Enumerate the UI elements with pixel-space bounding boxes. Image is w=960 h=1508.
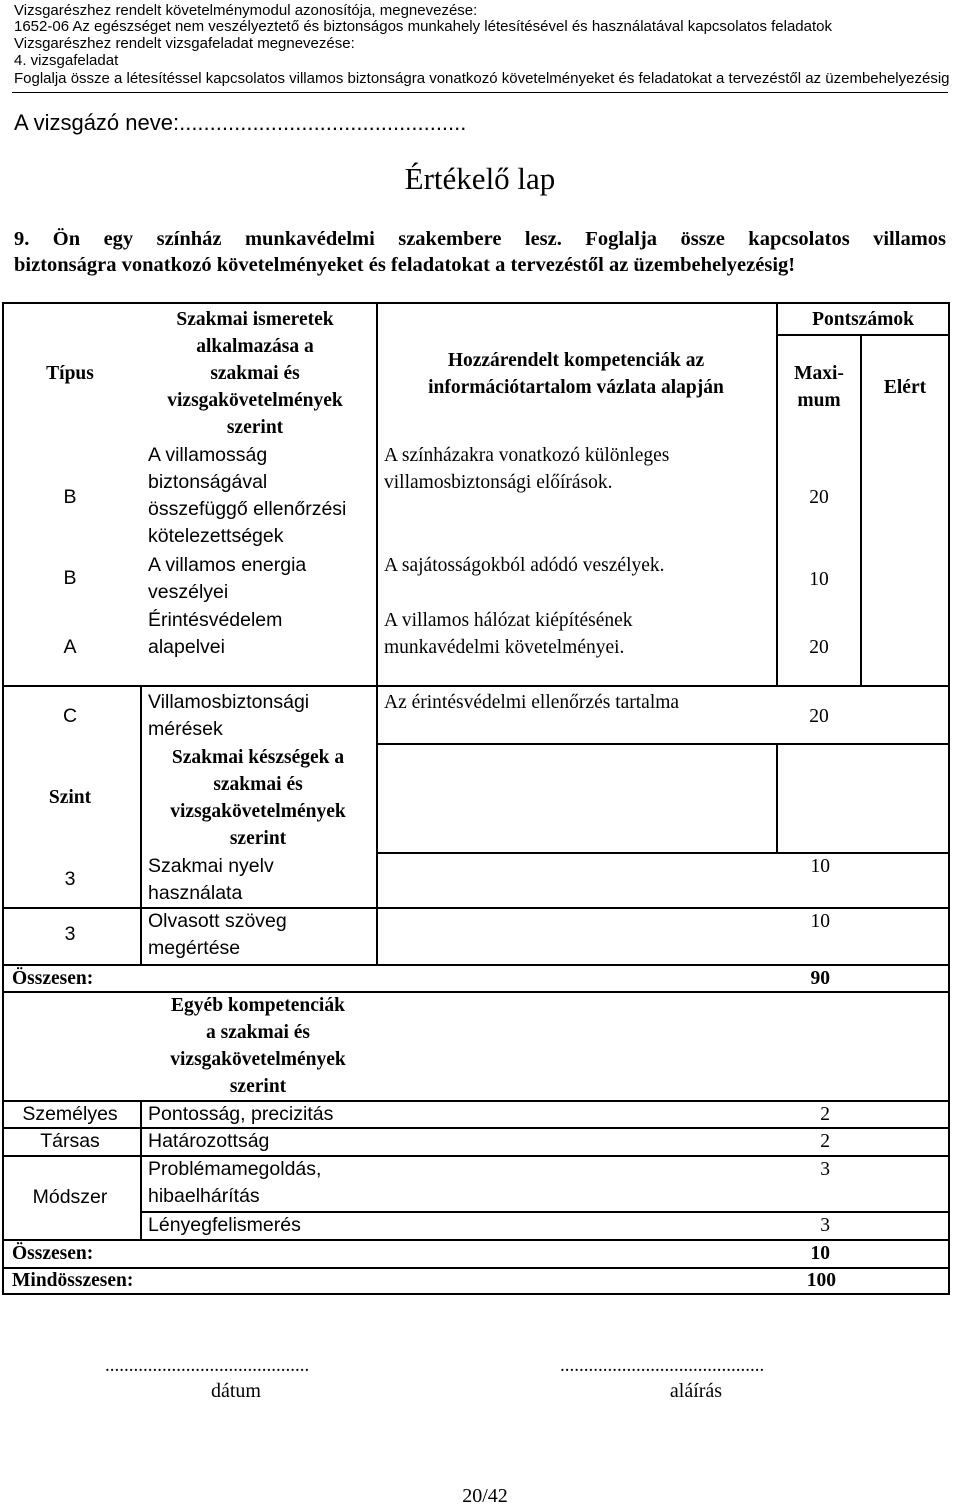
type-cell: B <box>63 486 77 508</box>
competence-text: Az érintésvédelmi ellenőrzés tartalma <box>384 692 680 713</box>
subtotal-value: 10 <box>810 1243 830 1264</box>
topic-text: Olvasott szöveg <box>148 910 287 932</box>
max-points-cell: 20 <box>809 706 829 727</box>
topic-cell: Pontosság, precizitás <box>148 1103 334 1125</box>
signature-label: aláírás <box>669 1380 723 1402</box>
subtotal-label: Összesen: <box>12 968 94 989</box>
header-text: szerint <box>229 828 287 849</box>
max-points-cell: 3 <box>820 1215 830 1236</box>
header-text: szerint <box>229 1076 287 1097</box>
table-top-border <box>2 302 950 304</box>
category-cell: Személyes <box>22 1103 118 1125</box>
column-header-achieved: Elért <box>883 377 927 398</box>
topic-text: megértése <box>148 937 241 959</box>
column-header-points: Pontszámok <box>812 309 914 330</box>
max-points-cell: 2 <box>820 1131 830 1152</box>
header-text: vizsgakövetelmények <box>170 1049 346 1070</box>
header-text: Egyéb kompetenciák <box>171 995 345 1016</box>
table-right-border <box>948 302 950 1295</box>
topic-cell <box>148 442 346 550</box>
header-module-label: Vizsgarészhez rendelt követelménymodul azonosítója, megnevezése: <box>14 2 478 19</box>
topic-text: Problémamegoldás, <box>148 1158 322 1180</box>
header-text: a szakmai és <box>206 1022 310 1043</box>
topic-text: mérések <box>148 718 223 740</box>
competence-text: munkavédelmi követelményei. <box>384 637 625 658</box>
competence-cell <box>384 442 669 496</box>
task-line-2: biztonságra vonatkozó követelményeket és feladatokat a tervezéstől az üzembehelyezésig! <box>14 254 796 276</box>
other-column-divider <box>140 1100 142 1239</box>
header-text: Szakmai készségek a <box>171 747 345 768</box>
topic-text: használata <box>148 882 243 904</box>
competence-text: A sajátosságokból adódó veszélyek. <box>384 555 665 576</box>
header-text: Hozzárendelt kompetenciák az <box>447 350 705 371</box>
page-number: 20/42 <box>462 1485 508 1507</box>
topic-text: A villamos energia <box>148 554 307 576</box>
topic-cell: Lényegfelismerés <box>148 1214 301 1236</box>
header-text: szakmai és <box>210 363 300 384</box>
column-header-knowledge <box>140 306 370 441</box>
header-text: vizsgakövetelmények <box>170 801 346 822</box>
grand-total-label: Mindösszesen: <box>12 1270 134 1291</box>
column-header-competence <box>380 347 772 401</box>
date-dots: ........................................... <box>105 1355 310 1376</box>
level-cell: 3 <box>64 868 76 890</box>
header-task-name: Foglalja össze a létesítéssel kapcsolatos villamos biztonságra vonatkozó követelményeket és feladatokat a tervezéstől az üzembehelyezésig <box>14 70 950 87</box>
header-text: szerint <box>226 417 284 438</box>
candidate-name-line: A vizsgázó neve:............................................... <box>14 110 467 135</box>
task-line-1: 9. Ön egy színház munkavédelmi szakembere lesz. Foglalja össze kapcsolatos villamos <box>14 228 946 250</box>
competence-text: A színházakra vonatkozó különleges <box>384 445 670 466</box>
subtotal-value: 90 <box>810 968 830 989</box>
header-text: vizsgakövetelmények <box>167 390 343 411</box>
competence-cell <box>384 689 679 716</box>
topic-text: Villamosbiztonsági <box>148 691 310 713</box>
max-points-cell: 20 <box>809 637 829 658</box>
topic-cell <box>148 552 306 606</box>
category-cell: Módszer <box>32 1186 108 1208</box>
topic-text: összefüggő ellenőrzési <box>148 498 347 520</box>
header-text: Szakmai ismeretek <box>176 309 334 330</box>
topic-text: alapelvei <box>148 636 225 658</box>
topic-text: A villamosság <box>148 444 268 466</box>
topic-text: veszélyei <box>148 581 229 603</box>
max-points-cell: 3 <box>820 1159 830 1180</box>
points-header-divider <box>776 334 950 336</box>
signature-dots: ........................................... <box>560 1355 765 1376</box>
topic-cell <box>148 853 274 907</box>
row-divider <box>376 743 948 745</box>
row-divider <box>376 852 948 854</box>
type-cell: C <box>62 705 78 727</box>
column-header-maximum <box>778 360 860 414</box>
topic-text: kötelezettségek <box>148 525 284 547</box>
column-divider <box>376 302 378 686</box>
max-points-cell: 10 <box>809 569 829 590</box>
header-module-name: 1652-06 Az egészséget nem veszélyeztető és biztonságos munkahely létesítésével és használatával kapcsolatos feladatok <box>14 18 832 35</box>
header-text: mum <box>797 390 841 411</box>
competence-cell <box>384 552 665 579</box>
date-label: dátum <box>211 1380 261 1402</box>
header-divider <box>12 92 948 93</box>
header-text: Maxi- <box>794 363 844 384</box>
type-cell: B <box>63 567 77 589</box>
competence-text: A villamos hálózat kiépítésének <box>384 610 633 631</box>
competence-text: villamosbiztonsági előírások. <box>384 472 613 493</box>
max-points-cell: 10 <box>810 856 830 877</box>
level-header: Szint <box>48 787 92 808</box>
skills-header <box>140 744 376 852</box>
topic-cell <box>148 607 282 661</box>
topic-text: hibaelhárítás <box>148 1185 260 1207</box>
subtotal-label: Összesen: <box>12 1243 94 1264</box>
topic-text: biztonságával <box>148 471 268 493</box>
grand-total-value: 100 <box>806 1270 836 1291</box>
topic-cell <box>148 689 309 743</box>
column-header-type: Típus <box>46 363 94 384</box>
header-task-label: Vizsgarészhez rendelt vizsgafeladat megnevezése: <box>14 35 355 52</box>
header-text: szakmai és <box>213 774 303 795</box>
type-cell: A <box>63 636 77 658</box>
knowledge-section-divider <box>2 685 950 687</box>
max-points-cell: 2 <box>820 1104 830 1125</box>
topic-text: Érintésvédelem <box>148 609 283 631</box>
competence-cell <box>384 607 633 661</box>
topic-cell <box>148 1156 321 1210</box>
page-title: Értékelő lap <box>404 161 556 196</box>
header-text: alkalmazása a <box>196 336 314 357</box>
topic-text: Szakmai nyelv <box>148 855 274 877</box>
topic-cell: Határozottság <box>148 1130 270 1152</box>
category-cell: Társas <box>40 1130 100 1152</box>
topic-cell <box>148 908 287 962</box>
header-text: információtartalom vázlata alapján <box>428 377 724 398</box>
header-task-number: 4. vizsgafeladat <box>14 52 119 69</box>
other-competences-header <box>140 992 376 1100</box>
level-cell: 3 <box>64 923 76 945</box>
max-points-cell: 10 <box>810 911 830 932</box>
lower-points-divider <box>776 743 778 852</box>
max-points-cell: 20 <box>809 487 829 508</box>
lower-column-divider <box>376 685 378 966</box>
